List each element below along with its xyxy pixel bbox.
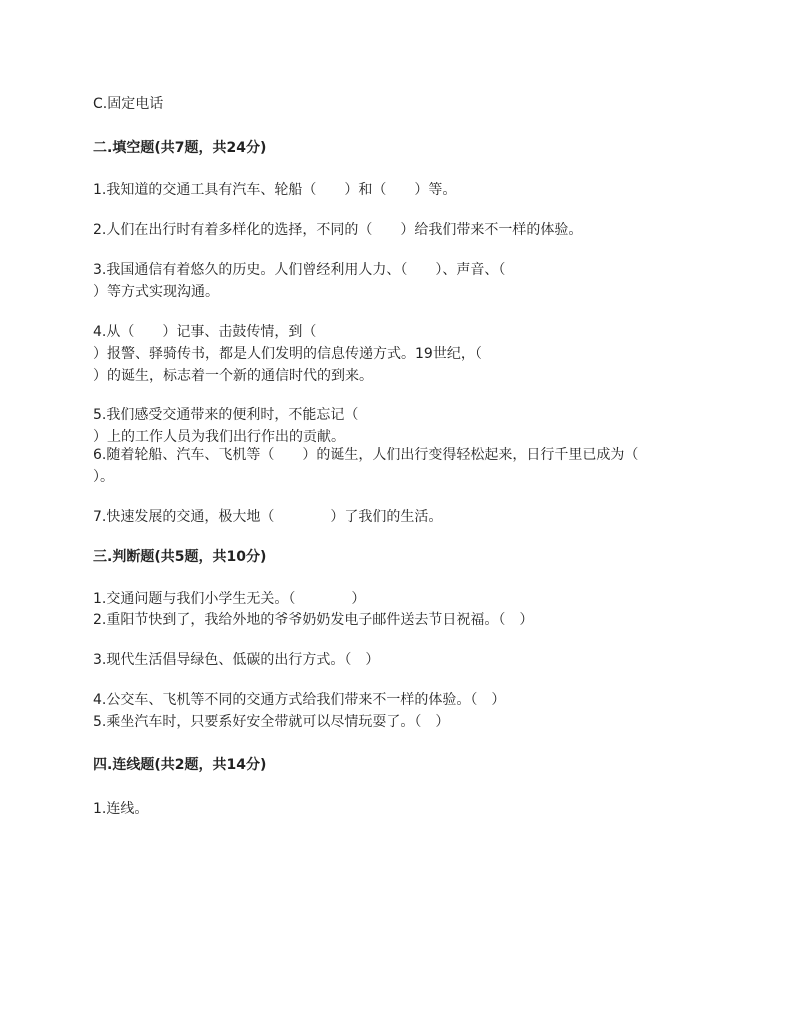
- judge-question-4: 4.公交车、飞机等不同的交通方式给我们带来不一样的体验。（ ）: [93, 692, 506, 708]
- option-c-fixed-phone: C.固定电话: [93, 96, 164, 112]
- fill-question-6-line-2: ）。: [93, 469, 114, 485]
- judge-question-5: 5.乘坐汽车时，只要系好安全带就可以尽情玩耍了。（ ）: [93, 714, 450, 730]
- fill-question-5-line-1: 5.我们感受交通带来的便利时，不能忘记（: [93, 407, 359, 423]
- fill-question-4-line-2: ）报警、驿骑传书，都是人们发明的信息传递方式。19世纪，（: [93, 346, 482, 362]
- match-question-1: 1.连线。: [93, 801, 149, 817]
- fill-question-4-line-1: 4.从（ ）记事、击鼓传情，到（: [93, 324, 317, 340]
- fill-question-2: 2.人们在出行时有着多样化的选择，不同的（ ）给我们带来不一样的体验。: [93, 222, 583, 238]
- section-heading-match: 四.连线题(共2题，共14分): [93, 757, 267, 773]
- section-heading-fill-blank: 二.填空题(共7题，共24分): [93, 140, 267, 156]
- judge-question-3: 3.现代生活倡导绿色、低碳的出行方式。（ ）: [93, 652, 380, 668]
- fill-question-3-line-2: ）等方式实现沟通。: [93, 284, 219, 300]
- fill-question-4-line-3: ）的诞生，标志着一个新的通信时代的到来。: [93, 368, 373, 384]
- fill-question-3-line-1: 3.我国通信有着悠久的历史。人们曾经利用人力、（ ）、声音、（: [93, 262, 506, 278]
- fill-question-6-line-1: 6.随着轮船、汽车、飞机等（ ）的诞生，人们出行变得轻松起来，日行千里已成为（: [93, 447, 639, 463]
- fill-question-7: 7.快速发展的交通，极大地（ ）了我们的生活。: [93, 509, 443, 525]
- fill-question-1: 1.我知道的交通工具有汽车、轮船（ ）和（ ）等。: [93, 182, 457, 198]
- judge-question-1: 1.交通问题与我们小学生无关。（ ）: [93, 591, 366, 607]
- judge-question-2: 2.重阳节快到了，我给外地的爷爷奶奶发电子邮件送去节日祝福。（ ）: [93, 612, 534, 628]
- fill-question-5-line-2: ）上的工作人员为我们出行作出的贡献。: [93, 429, 345, 445]
- section-heading-judge: 三.判断题(共5题，共10分): [93, 549, 267, 565]
